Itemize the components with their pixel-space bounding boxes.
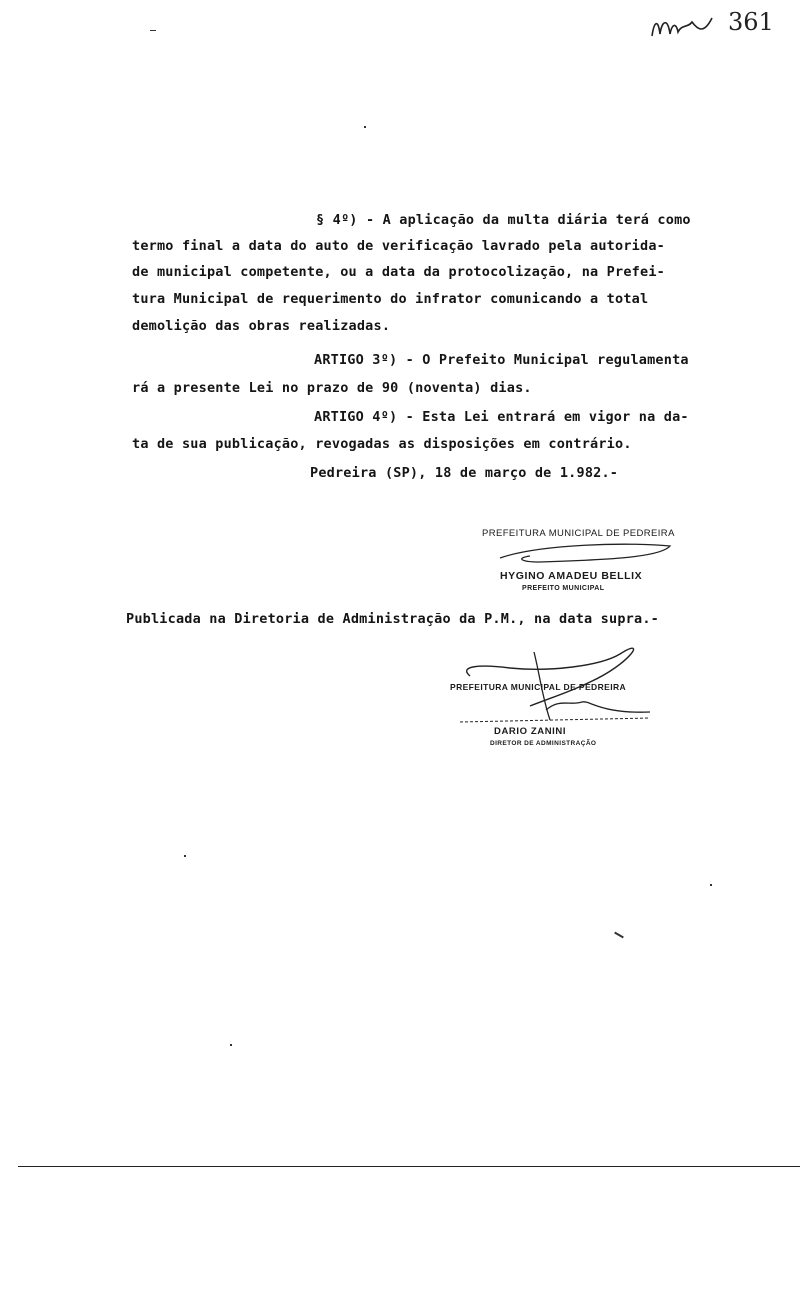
publication-note: Publicada na Diretoria de Administração da P.M., na data supra.- [126,611,659,627]
signature-block-director [450,636,660,751]
bottom-rule [18,1166,800,1167]
stamp-title: PREFEITURA MUNICIPAL DE PEDREIRA [482,528,675,539]
signatory-name: HYGINO AMADEU BELLIX [500,570,643,582]
scan-speck [230,1044,232,1046]
scan-speck [614,932,624,939]
body-line-8: ARTIGO 4º) - Esta Lei entrará em vigor na da- [314,409,689,425]
scan-speck [710,884,712,886]
body-line-9: ta de sua publicação, revogadas as disposições em contrário. [132,436,632,452]
body-line-10: Pedreira (SP), 18 de março de 1.982.- [310,465,619,481]
signatory-role: DIRETOR DE ADMINISTRAÇÃO [490,740,597,747]
page-number [728,8,774,36]
scan-speck [150,30,156,31]
body-line-3: de municipal competente, ou a data da protocolização, na Prefei- [132,264,665,280]
body-line-5: demolição das obras realizadas. [132,318,391,334]
body-line-7: rá a presente Lei no prazo de 90 (noventa) dias. [132,380,532,396]
signatory-role: PREFEITO MUNICIPAL [522,585,605,592]
scan-speck [364,126,366,128]
stamp-title: PREFEITURA MUNICIPAL DE PEDREIRA [450,682,627,692]
body-line-1: § 4º) - A aplicação da multa diária terá como [316,212,691,228]
handwritten-signature-icon [480,536,680,566]
page-number-text: 361 [728,8,774,36]
signature-block-mayor [480,526,690,596]
scan-speck [184,855,186,857]
body-line-6: ARTIGO 3º) - O Prefeito Municipal regulamenta [314,352,689,368]
body-line-4: tura Municipal de requerimento do infrator comunicando a total [132,291,649,307]
body-line-2: termo final a data do auto de verificação lavrado pela autorida- [132,238,665,254]
signatory-name: DARIO ZANINI [494,726,567,737]
handwritten-initials-icon [648,4,718,44]
